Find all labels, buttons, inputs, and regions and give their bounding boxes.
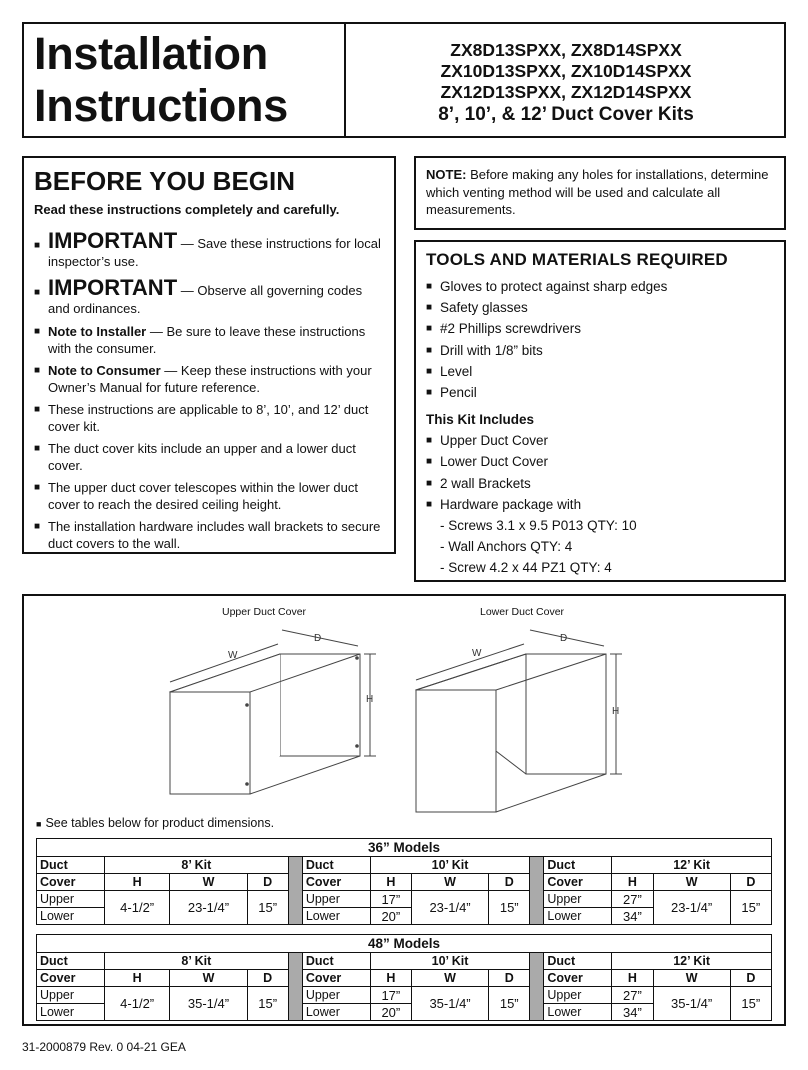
lower-h-label: H bbox=[612, 706, 620, 717]
list-item-text: Safety glasses bbox=[440, 300, 528, 316]
hardware-item: - Wall Anchors QTY: 4 bbox=[440, 539, 573, 555]
list-item bbox=[426, 276, 774, 297]
model-line-1: ZX8D13SPXX, ZX8D14SPXX bbox=[450, 40, 682, 60]
bullet-square-icon: ■ bbox=[34, 326, 41, 337]
header-cell: H bbox=[370, 874, 411, 891]
header-cell: D bbox=[247, 874, 288, 891]
header-cell: D bbox=[489, 874, 530, 891]
row-label: Upper bbox=[544, 987, 612, 1004]
value-cell: 15” bbox=[489, 891, 530, 925]
table-divider bbox=[288, 953, 302, 1021]
value-cell: 23-1/4” bbox=[411, 891, 488, 925]
note-text: Before making any holes for installations, determine which venting method will be used and calculate all measurements. bbox=[426, 167, 769, 217]
before-heading: BEFORE YOU BEGIN bbox=[34, 166, 296, 196]
table-divider bbox=[288, 857, 302, 925]
value-cell: 35-1/4” bbox=[653, 987, 730, 1021]
see-tables-text: See tables below for product dimensions. bbox=[45, 816, 275, 830]
model-line-3: ZX12D13SPXX, ZX12D14SPXX bbox=[440, 82, 692, 102]
list-item-text: Level bbox=[440, 363, 473, 379]
title-line-1: Installation bbox=[34, 28, 268, 79]
list-item bbox=[426, 361, 774, 382]
value-cell: 15” bbox=[730, 891, 771, 925]
list-item-text: The upper duct cover telescopes within the lower duct cover to reach the desired ceiling height. bbox=[48, 480, 359, 512]
bullet-square-icon: ■ bbox=[36, 819, 42, 829]
bullet-square-icon: ■ bbox=[34, 365, 41, 376]
list-item-text: Pencil bbox=[440, 385, 477, 401]
value-cell: 27” bbox=[612, 987, 653, 1004]
bullet-square-icon: ■ bbox=[34, 521, 41, 532]
header-cell: H bbox=[104, 874, 170, 891]
upper-d-label: D bbox=[314, 633, 322, 644]
table-title: 36” Models bbox=[37, 839, 772, 857]
header-cell: 8’ Kit bbox=[104, 857, 288, 874]
bullet-square-icon: ■ bbox=[426, 323, 433, 335]
list-item bbox=[426, 494, 774, 515]
bullet-square-icon: ■ bbox=[426, 302, 433, 314]
bullet-square-icon: ■ bbox=[426, 365, 433, 377]
value-cell: 15” bbox=[247, 987, 288, 1021]
header-cell: W bbox=[653, 970, 730, 987]
model-list bbox=[346, 40, 786, 126]
table-row bbox=[37, 970, 772, 987]
list-item bbox=[34, 518, 384, 552]
value-cell: 34” bbox=[612, 1004, 653, 1021]
before-subheading: Read these instructions completely and carefully. bbox=[34, 202, 340, 217]
row-label: Upper bbox=[302, 891, 370, 908]
header-cell: W bbox=[411, 970, 488, 987]
header-cell: Cover bbox=[302, 970, 370, 987]
row-label: Lower bbox=[302, 908, 370, 925]
header-cell: Cover bbox=[544, 970, 612, 987]
row-label: Lower bbox=[302, 1004, 370, 1021]
value-cell: 15” bbox=[730, 987, 771, 1021]
bullet-square-icon: ■ bbox=[426, 456, 433, 468]
header-cell: 10’ Kit bbox=[370, 953, 530, 970]
header-cell: D bbox=[489, 970, 530, 987]
bullet-square-icon: ■ bbox=[34, 482, 41, 493]
value-cell: 4-1/2” bbox=[104, 891, 170, 925]
header-cell: Duct bbox=[302, 953, 370, 970]
list-item bbox=[426, 318, 774, 339]
consumer-note bbox=[34, 362, 384, 396]
header-cell: 10’ Kit bbox=[370, 857, 530, 874]
header-cell: 12’ Kit bbox=[612, 953, 772, 970]
title-panel bbox=[24, 24, 346, 136]
table-divider bbox=[530, 857, 544, 925]
header-cell: D bbox=[730, 874, 771, 891]
header-cell: W bbox=[170, 970, 247, 987]
header-cell: H bbox=[370, 970, 411, 987]
see-tables-note bbox=[36, 816, 274, 830]
value-cell: 34” bbox=[612, 908, 653, 925]
installer-text: — Be sure to leave these instructions with the consumer. bbox=[48, 324, 366, 356]
list-item bbox=[34, 440, 384, 474]
list-item-text: The duct cover kits include an upper and a lower duct cover. bbox=[48, 441, 356, 473]
table-row bbox=[37, 953, 772, 970]
row-label: Lower bbox=[37, 1004, 105, 1021]
table-title: 48” Models bbox=[37, 935, 772, 953]
value-cell: 15” bbox=[489, 987, 530, 1021]
upper-duct-caption: Upper Duct Cover bbox=[222, 606, 307, 618]
important-text-1: — Save these instructions for local inspector’s use. bbox=[48, 236, 381, 269]
header-cell: 8’ Kit bbox=[104, 953, 288, 970]
bullet-square-icon: ■ bbox=[34, 240, 41, 251]
list-item bbox=[426, 297, 774, 318]
value-cell: 35-1/4” bbox=[411, 987, 488, 1021]
duct-cover-drawing bbox=[24, 596, 784, 816]
important-text-2: — Observe all governing codes and ordinances. bbox=[48, 283, 363, 316]
table-36-models bbox=[36, 838, 772, 925]
row-label: Upper bbox=[544, 891, 612, 908]
note-label: NOTE: bbox=[426, 167, 467, 182]
diagram-box bbox=[22, 594, 786, 1026]
value-cell: 17” bbox=[370, 891, 411, 908]
list-item bbox=[34, 401, 384, 435]
kit-heading: This Kit Includes bbox=[426, 412, 535, 428]
upper-duct-cover-shape bbox=[170, 630, 376, 794]
list-item bbox=[426, 340, 774, 361]
value-cell: 27” bbox=[612, 891, 653, 908]
important-label-2: IMPORTANT bbox=[48, 275, 178, 300]
bullet-square-icon: ■ bbox=[426, 477, 433, 489]
row-label: Lower bbox=[37, 908, 105, 925]
list-item-text: Drill with 1/8” bits bbox=[440, 342, 543, 358]
value-cell: 23-1/4” bbox=[653, 891, 730, 925]
row-label: Upper bbox=[302, 987, 370, 1004]
important-label-1: IMPORTANT bbox=[48, 228, 178, 253]
header-cell: H bbox=[104, 970, 170, 987]
value-cell: 17” bbox=[370, 987, 411, 1004]
header-cell: Cover bbox=[37, 874, 105, 891]
header-cell: D bbox=[247, 970, 288, 987]
title-line-2: Instructions bbox=[34, 80, 288, 131]
header-cell: Cover bbox=[302, 874, 370, 891]
value-cell: 4-1/2” bbox=[104, 987, 170, 1021]
bullet-square-icon: ■ bbox=[426, 344, 433, 356]
table-row bbox=[37, 857, 772, 874]
hardware-item: - Screw 4.2 x 44 PZ1 QTY: 4 bbox=[440, 560, 612, 576]
lower-d-label: D bbox=[560, 633, 568, 644]
list-item bbox=[426, 430, 774, 451]
row-label: Upper bbox=[37, 987, 105, 1004]
list-item-text: Gloves to protect against sharp edges bbox=[440, 279, 668, 294]
header-cell: 12’ Kit bbox=[612, 857, 772, 874]
value-cell: 35-1/4” bbox=[170, 987, 247, 1021]
important-item-1 bbox=[34, 229, 384, 270]
header-cell: D bbox=[730, 970, 771, 987]
header-box bbox=[22, 22, 786, 138]
bullet-square-icon: ■ bbox=[426, 281, 433, 292]
bullet-square-icon: ■ bbox=[426, 435, 433, 447]
value-cell: 20” bbox=[370, 1004, 411, 1021]
lower-w-label: W bbox=[472, 648, 482, 659]
header-cell: Duct bbox=[37, 953, 105, 970]
lower-duct-caption: Lower Duct Cover bbox=[480, 606, 565, 618]
installer-note bbox=[34, 323, 384, 357]
upper-h-label: H bbox=[366, 694, 374, 705]
header-cell: W bbox=[653, 874, 730, 891]
tools-heading: TOOLS AND MATERIALS REQUIRED bbox=[426, 250, 728, 269]
bullet-square-icon: ■ bbox=[426, 387, 433, 399]
header-cell: Duct bbox=[544, 953, 612, 970]
value-cell: 23-1/4” bbox=[170, 891, 247, 925]
list-item bbox=[34, 479, 384, 513]
header-cell: Duct bbox=[302, 857, 370, 874]
header-cell: Duct bbox=[544, 857, 612, 874]
value-cell: 15” bbox=[247, 891, 288, 925]
lower-duct-cover-shape bbox=[416, 630, 622, 812]
header-cell: H bbox=[612, 970, 653, 987]
before-you-begin-box bbox=[22, 156, 396, 554]
list-item bbox=[426, 451, 774, 472]
list-item-text: Lower Duct Cover bbox=[440, 454, 549, 470]
consumer-text: — Keep these instructions with your Owner’s Manual for future reference. bbox=[48, 363, 372, 395]
consumer-label: Note to Consumer bbox=[48, 363, 161, 378]
list-item-text: The installation hardware includes wall brackets to secure duct covers to the wall. bbox=[48, 519, 381, 551]
table-row bbox=[37, 874, 772, 891]
bullet-square-icon: ■ bbox=[34, 287, 41, 298]
installer-label: Note to Installer bbox=[48, 324, 147, 339]
bullet-square-icon: ■ bbox=[34, 404, 41, 415]
table-row bbox=[37, 987, 772, 1004]
table-row bbox=[37, 891, 772, 908]
header-cell: Cover bbox=[37, 970, 105, 987]
table-48-models bbox=[36, 934, 772, 1021]
row-label: Lower bbox=[544, 1004, 612, 1021]
header-cell: W bbox=[411, 874, 488, 891]
table-divider bbox=[530, 953, 544, 1021]
list-item-text: These instructions are applicable to 8’, 10’, and 12’ duct cover kit. bbox=[48, 402, 369, 434]
header-cell: H bbox=[612, 874, 653, 891]
header-cell: Duct bbox=[37, 857, 105, 874]
page-title bbox=[34, 28, 288, 132]
footer-doc-number: 31-2000879 Rev. 0 04-21 GEA bbox=[22, 1040, 186, 1054]
row-label: Lower bbox=[544, 908, 612, 925]
row-label: Upper bbox=[37, 891, 105, 908]
header-cell: Cover bbox=[544, 874, 612, 891]
kits-title: 8’, 10’, & 12’ Duct Cover Kits bbox=[438, 104, 694, 125]
list-item-text: 2 wall Brackets bbox=[440, 475, 531, 491]
list-item-text: Hardware package with bbox=[440, 496, 582, 512]
note-box bbox=[414, 156, 786, 230]
list-item-text: Upper Duct Cover bbox=[440, 433, 549, 449]
tools-box bbox=[414, 240, 786, 582]
important-item-2 bbox=[34, 276, 384, 317]
header-cell: W bbox=[170, 874, 247, 891]
upper-w-label: W bbox=[228, 650, 238, 661]
list-item bbox=[426, 382, 774, 403]
bullet-square-icon: ■ bbox=[426, 498, 433, 510]
hardware-item: - Screws 3.1 x 9.5 P013 QTY: 10 bbox=[440, 518, 637, 534]
value-cell: 20” bbox=[370, 908, 411, 925]
bullet-square-icon: ■ bbox=[34, 443, 41, 454]
list-item-text: #2 Phillips screwdrivers bbox=[440, 321, 582, 337]
list-item bbox=[426, 473, 774, 494]
model-line-2: ZX10D13SPXX, ZX10D14SPXX bbox=[440, 61, 692, 81]
